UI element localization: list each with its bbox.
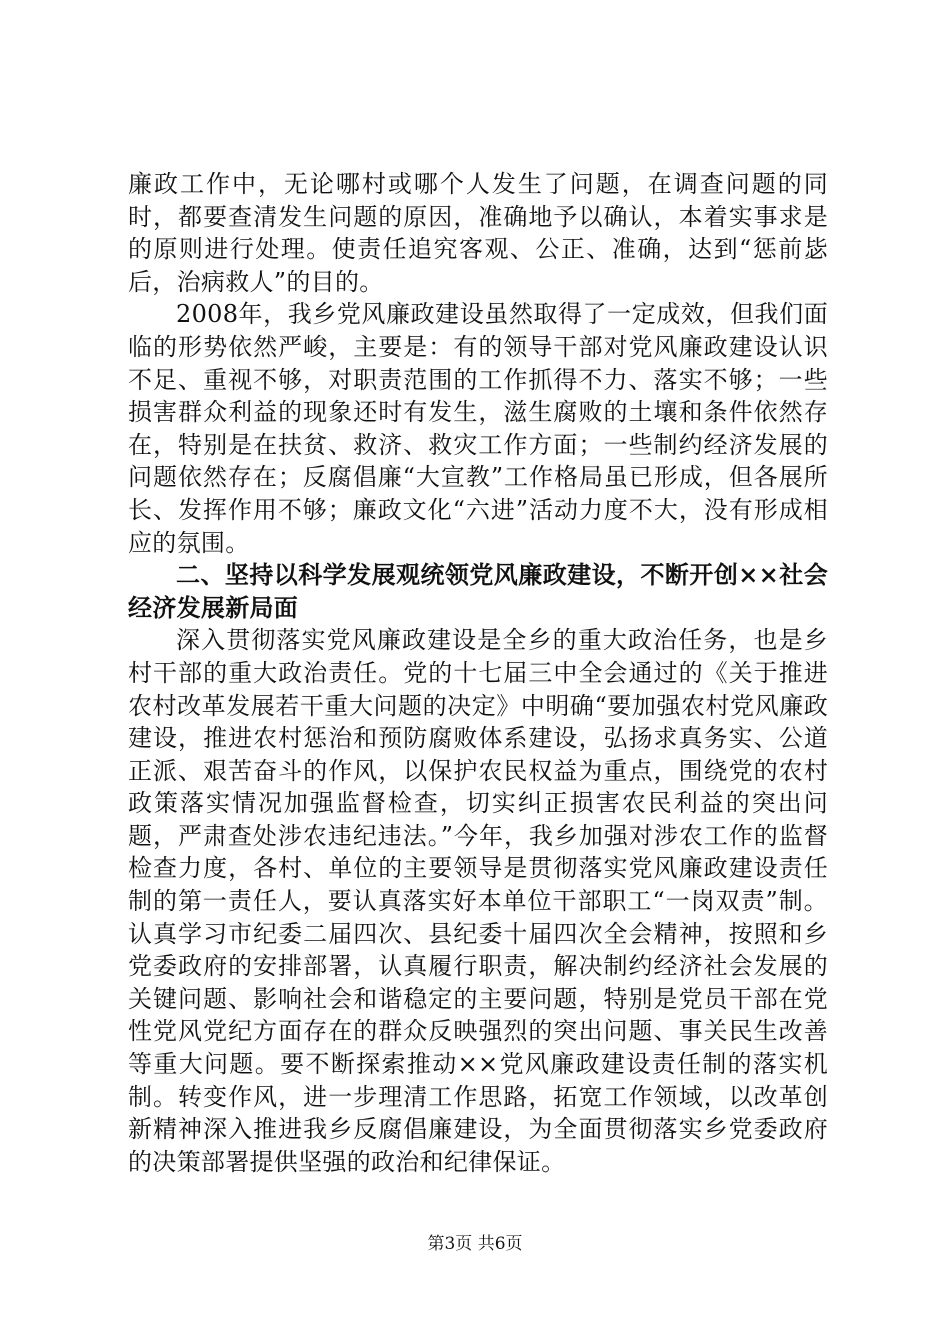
section-heading: 二、坚持以科学发展观统领党风廉政建设，不断开创××社会经济发展新局面 [128, 560, 828, 622]
page-number-footer: 第3页 共6页 [427, 1234, 523, 1254]
body-paragraph-1: 廉政工作中，无论哪村或哪个人发生了问题，在调查问题的同时，都要查清发生问题的原因，准确地予以确认，本着实事求是的原则进行处理。使责任追究客观、公正、准确，达到“惩前毖后，治病救人”的目的。 [128, 170, 828, 296]
document-body [128, 168, 828, 1178]
body-paragraph-2: 2008年，我乡党风廉政建设虽然取得了一定成效，但我们面临的形势依然严峻，主要是：有的领导干部对党风廉政建设认识不足、重视不够，对职责范围的工作抓得不力、落实不够；一些损害群众利益的现象还时有发生，滋生腐败的土壤和条件依然存在，特别是在扶贫、救济、救灾工作方面；一些制约经济发展的问题依然存在；反腐倡廉“大宣教”工作格局虽已形成，但各展所长、发挥作用不够；廉政文化“六进”活动力度不大，没有形成相应的氛围。 [128, 300, 828, 557]
body-paragraph-3: 深入贯彻落实党风廉政建设是全乡的重大政治任务，也是乡村干部的重大政治责任。党的十七届三中全会通过的《关于推进农村改革发展若干重大问题的决定》中明确“要加强农村党风廉政建设，推进农村惩治和预防腐败体系建设，弘扬求真务实、公道正派、艰苦奋斗的作风，以保护农民权益为重点，围绕党的农村政策落实情况加强监督检查，切实纠正损害农民利益的突出问题，严肃查处涉农违纪违法。”今年，我乡加强对涉农工作的监督检查力度，各村、单位的主要领导是贯彻落实党风廉政建设责任制的第一责任人，要认真落实好本单位干部职工“一岗双责”制。认真学习市纪委二届四次、县纪委十届四次全会精神，按照和乡党委政府的安排部署，认真履行职责，解决制约经济社会发展的关键问题、影响社会和谐稳定的主要问题，特别是党员干部在党性党风党纪方面存在的群众反映强烈的突出问题、事关民生改善等重大问题。要不断探索推动××党风廉政建设责任制的落实机制。转变作风，进一步理清工作思路，拓宽工作领域，以改革创新精神深入推进我乡反腐倡廉建设，为全面贯彻落实乡党委政府的决策部署提供坚强的政治和纪律保证。 [128, 626, 828, 1176]
